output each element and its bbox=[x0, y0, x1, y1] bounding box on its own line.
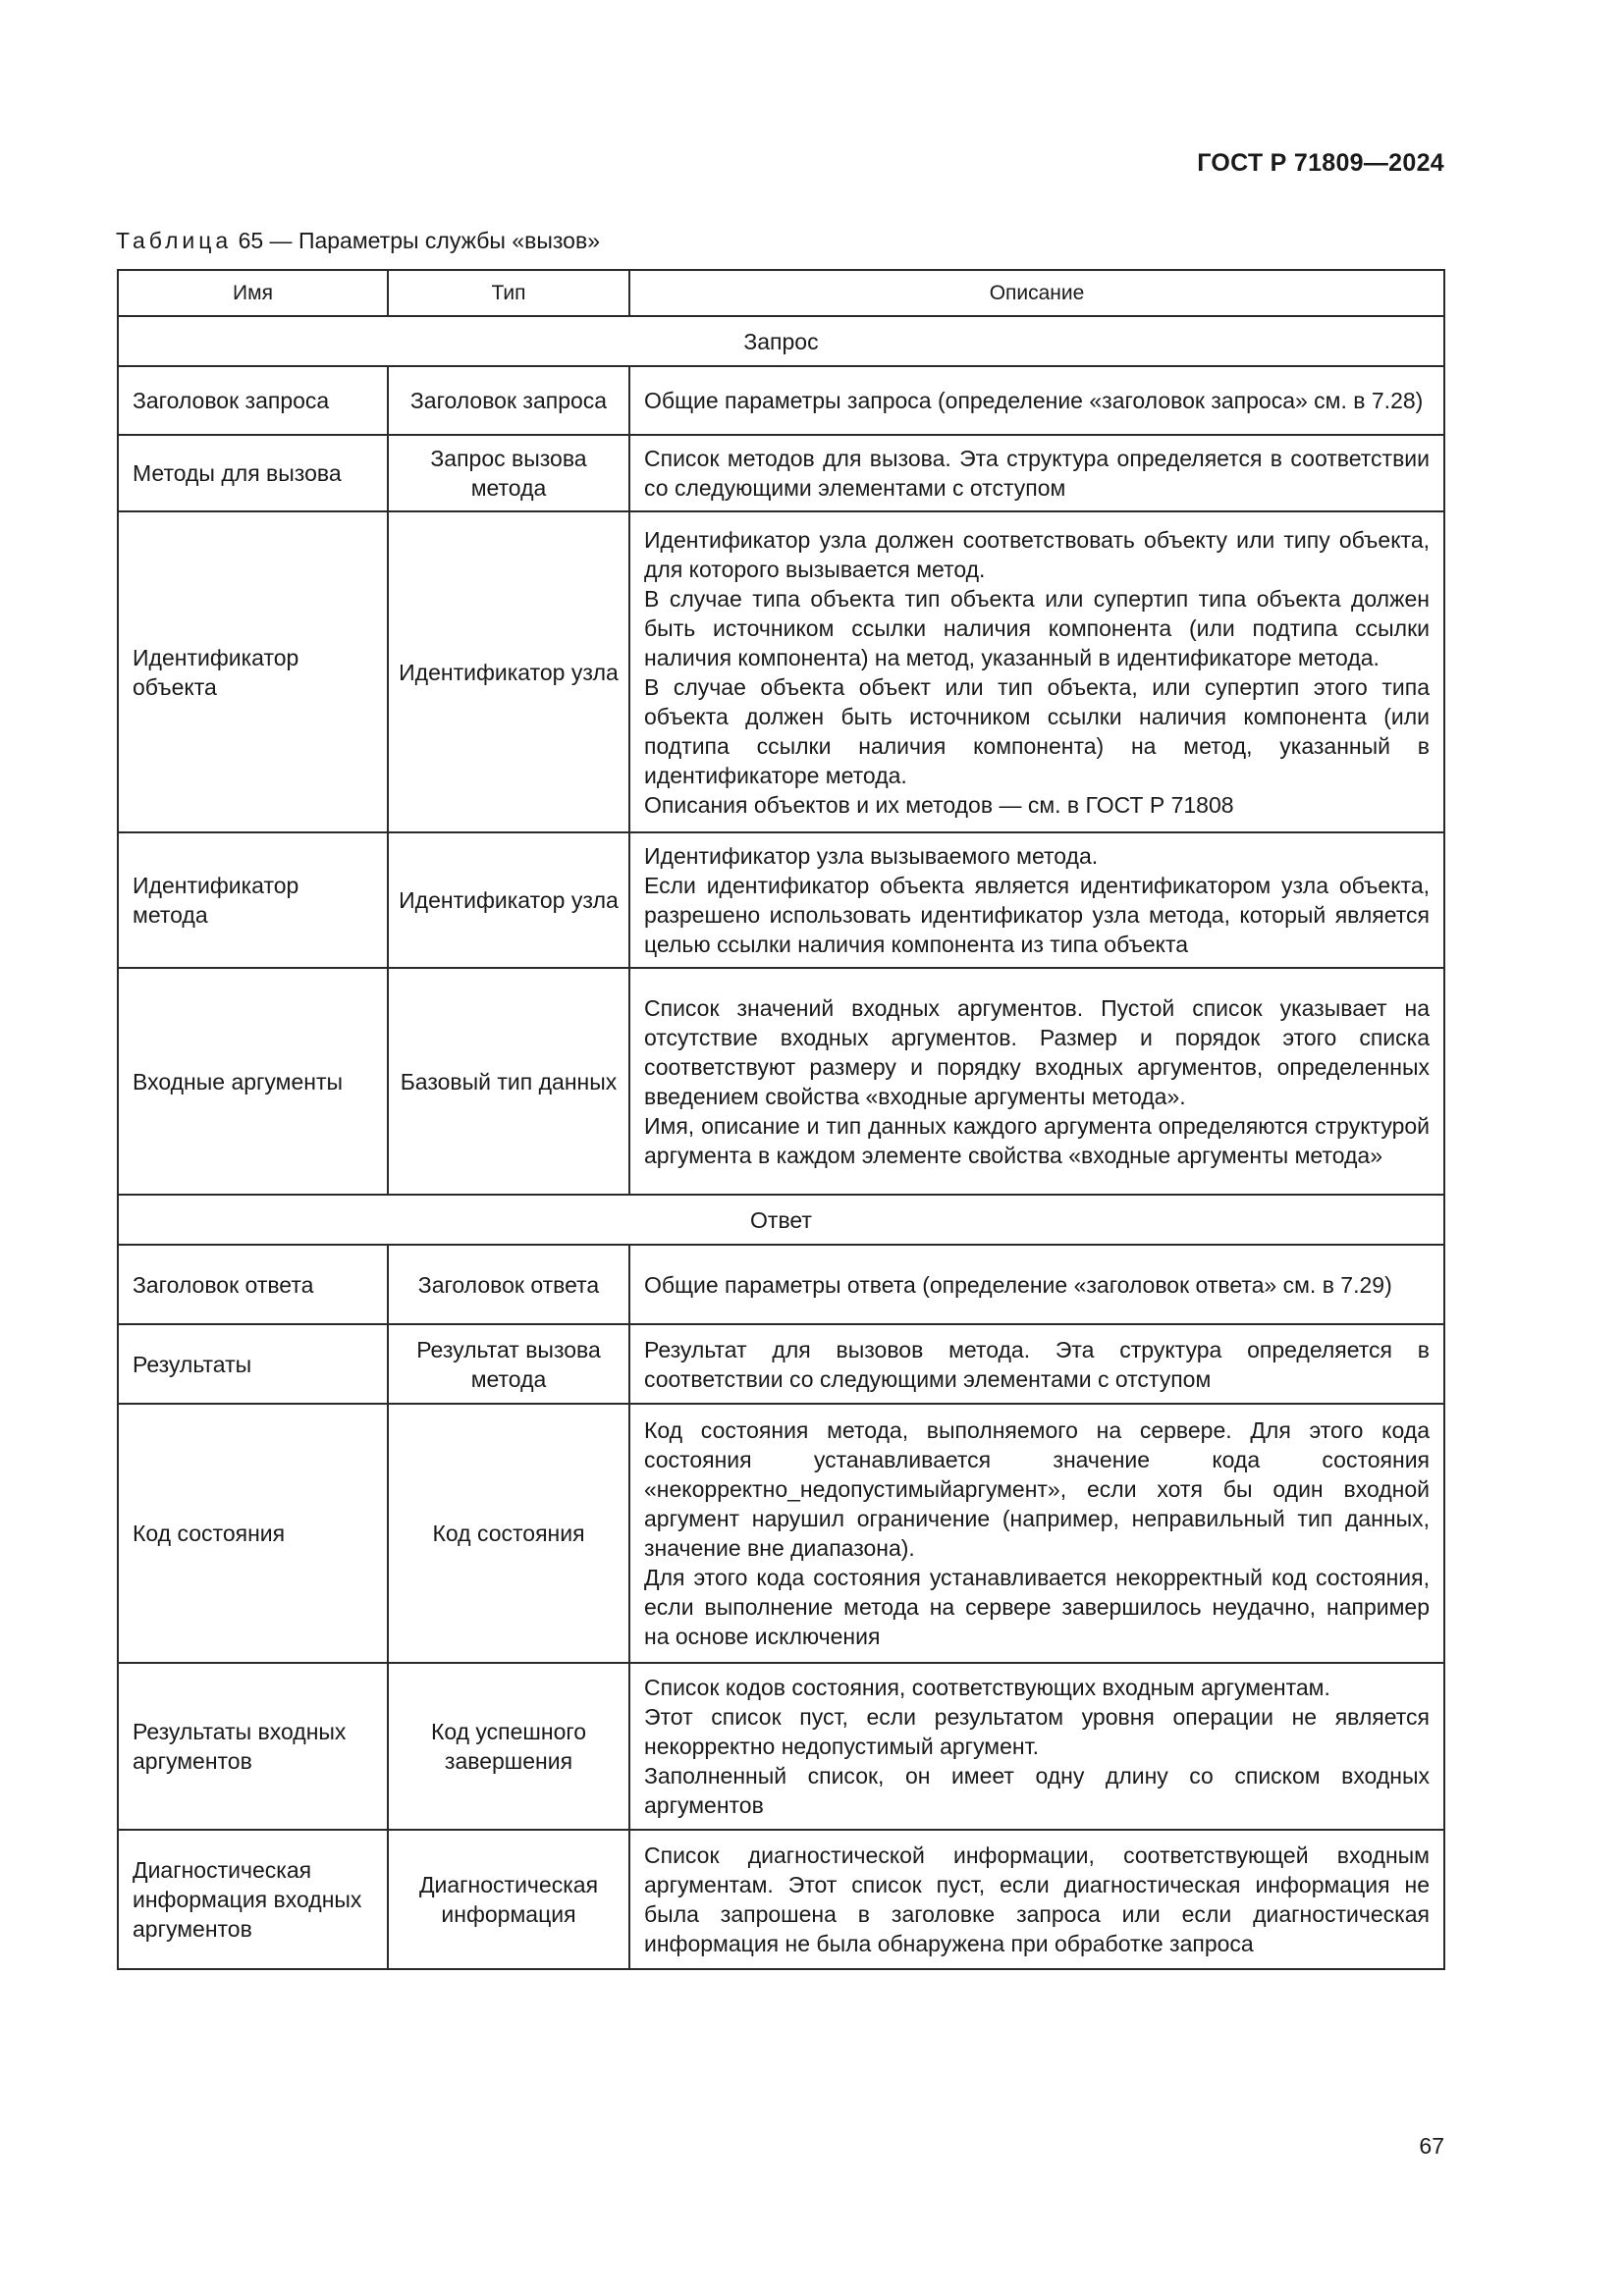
cell-name: Диагностическая информация входных аргументов bbox=[118, 1830, 388, 1969]
column-header-description: Описание bbox=[629, 270, 1444, 316]
cell-type: Код успешного завершения bbox=[388, 1663, 629, 1830]
table-row bbox=[118, 511, 1444, 832]
cell-description: Общие параметры запроса (определение «заголовок запроса» см. в 7.28) bbox=[629, 366, 1444, 435]
table-row bbox=[118, 366, 1444, 435]
cell-name: Входные аргументы bbox=[118, 968, 388, 1195]
cell-type: Идентификатор узла bbox=[388, 511, 629, 832]
cell-name: Код состояния bbox=[118, 1404, 388, 1663]
cell-type: Результат вызова метода bbox=[388, 1324, 629, 1404]
cell-type: Запрос вызова метода bbox=[388, 435, 629, 511]
cell-description: Результат для вызовов метода. Эта структура определяется в соответствии со следующими элементами с отступом bbox=[629, 1324, 1444, 1404]
cell-type: Код состояния bbox=[388, 1404, 629, 1663]
cell-type: Заголовок запроса bbox=[388, 366, 629, 435]
cell-description: Список методов для вызова. Эта структура определяется в соответствии со следующими элементами с отступом bbox=[629, 435, 1444, 511]
cell-type: Идентификатор узла bbox=[388, 832, 629, 968]
table-caption bbox=[116, 228, 600, 254]
cell-type: Заголовок ответа bbox=[388, 1245, 629, 1324]
cell-description: Список значений входных аргументов. Пустой список указывает на отсутствие входных аргументов. Размер и порядок этого списка соответствуют размеру и порядку входных аргументов, определенных введением свойства «входные аргументы метода». Имя, описание и тип данных каждого аргумента определяются структурой аргумента в каждом элементе свойства «входные аргументы метода» bbox=[629, 968, 1444, 1195]
cell-name: Идентификатор метода bbox=[118, 832, 388, 968]
section-title-request: Запрос bbox=[118, 316, 1444, 366]
table-row bbox=[118, 1404, 1444, 1663]
cell-description: Идентификатор узла вызываемого метода. Если идентификатор объекта является идентификатором узла объекта, разрешено использовать идентификатор узла метода, который является целью ссылки наличия компонента из типа объекта bbox=[629, 832, 1444, 968]
cell-type: Базовый тип данных bbox=[388, 968, 629, 1195]
table-row bbox=[118, 968, 1444, 1195]
document-code: ГОСТ Р 71809—2024 bbox=[1197, 149, 1444, 177]
section-row-request bbox=[118, 316, 1444, 366]
cell-description: Список диагностической информации, соответствующей входным аргументам. Этот список пуст, если диагностическая информация не была запрошена в заголовке запроса или если диагностическая информация не была обнаружена при обработке запроса bbox=[629, 1830, 1444, 1969]
cell-name: Заголовок запроса bbox=[118, 366, 388, 435]
cell-description: Идентификатор узла должен соответствовать объекту или типу объекта, для которого вызывается метод. В случае типа объекта тип объекта или супертип типа объекта должен быть источником ссылки наличия компонента (или подтипа ссылки наличия компонента) на метод, указанный в идентификаторе метода. В случае объекта объект или тип объекта, или супертип этого типа объекта должен быть источником ссылки наличия компонента (или подтипа ссылки наличия компонента) на метод, указанный в идентификаторе метода. Описания объектов и их методов — см. в ГОСТ Р 71808 bbox=[629, 511, 1444, 832]
cell-name: Идентификатор объекта bbox=[118, 511, 388, 832]
cell-description: Код состояния метода, выполняемого на сервере. Для этого кода состояния устанавливается значение кода состояния «некорректно_недопустимыйаргумент», если хотя бы один входной аргумент нарушил ограничение (например, неправильный тип данных, значение вне диапазона). Для этого кода состояния устанавливается некорректный код состояния, если выполнение метода на сервере завершилось неудачно, например на основе исключения bbox=[629, 1404, 1444, 1663]
table-row bbox=[118, 832, 1444, 968]
parameters-table bbox=[117, 269, 1445, 1970]
table-header-row bbox=[118, 270, 1444, 316]
table-row bbox=[118, 1830, 1444, 1969]
column-header-type: Тип bbox=[388, 270, 629, 316]
cell-type: Диагностическая информация bbox=[388, 1830, 629, 1969]
page-number: 67 bbox=[1419, 2133, 1444, 2159]
table-row bbox=[118, 1324, 1444, 1404]
table-row bbox=[118, 435, 1444, 511]
cell-name: Методы для вызова bbox=[118, 435, 388, 511]
section-title-response: Ответ bbox=[118, 1195, 1444, 1245]
cell-description: Общие параметры ответа (определение «заголовок ответа» см. в 7.29) bbox=[629, 1245, 1444, 1324]
table-caption-text: 65 — Параметры службы «вызов» bbox=[232, 228, 600, 253]
cell-name: Заголовок ответа bbox=[118, 1245, 388, 1324]
cell-name: Результаты входных аргументов bbox=[118, 1663, 388, 1830]
column-header-name: Имя bbox=[118, 270, 388, 316]
table-row bbox=[118, 1663, 1444, 1830]
section-row-response bbox=[118, 1195, 1444, 1245]
table-row bbox=[118, 1245, 1444, 1324]
table-caption-prefix: Таблица bbox=[116, 228, 233, 253]
cell-description: Список кодов состояния, соответствующих входным аргументам. Этот список пуст, если результатом уровня операции не является некорректно недопустимый аргумент. Заполненный список, он имеет одну длину со списком входных аргументов bbox=[629, 1663, 1444, 1830]
cell-name: Результаты bbox=[118, 1324, 388, 1404]
